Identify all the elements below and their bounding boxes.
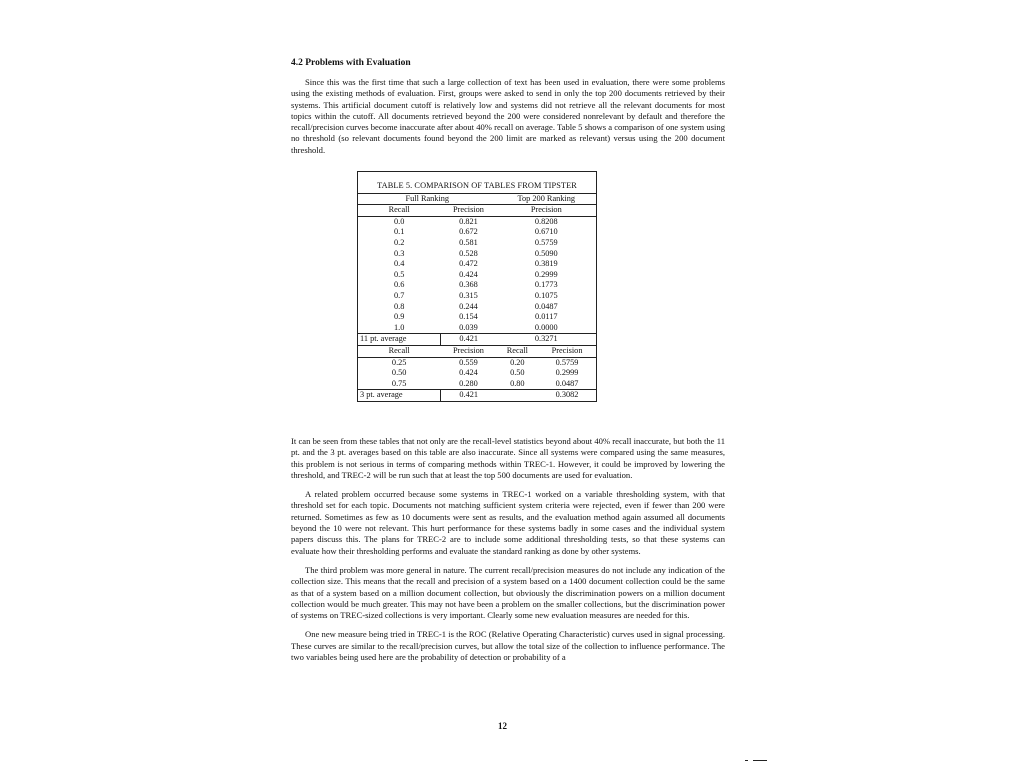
cell: 0.5 <box>394 269 405 279</box>
cell: 0.5090 <box>534 248 558 258</box>
col-header-precision-full: Precision <box>440 205 496 217</box>
table-row <box>358 302 597 313</box>
cell: 0.4 <box>394 259 405 269</box>
paragraph-table-discussion: It can be seen from these tables that not only are the recall-level statistics beyond about 40% recall inaccurate, but both the 11 pt. and the 3 pt. averages based on this table are also inaccurate. Since all systems were compared using the same measures, this problem is not serious in terms of comparing methods within TREC-1. However, it could be improved by lowering the threshold, and TREC-2 will be run such that at least the top 500 documents are used for evaluation. <box>291 436 725 480</box>
paragraph-intro: Since this was the first time that such a large collection of text has been used in evaluation, there were some problems using the existing methods of evaluation. First, groups were asked to send in only the top 200 documents retrieved by their systems. This artificial document cutoff is relatively low and systems did not retrieve all the relevant documents for most topics within the cutoff. All documents retrieved beyond the 200 were considered nonrelevant by default and therefore the recall/precision curves become inaccurate after about 40% recall on average. Table 5 shows a comparison of one system using no threshold (so relevant documents found beyond the 200 limit are marked as relevant) versus using the 200 document threshold. <box>291 77 725 155</box>
cell: 0.039 <box>459 322 478 332</box>
cell: 0.368 <box>459 280 478 290</box>
col-header-recall: Recall <box>358 205 441 217</box>
table-row <box>358 238 597 249</box>
cell: 0.7 <box>394 290 405 300</box>
cell: 0.581 <box>459 237 478 247</box>
cell: 0.20 <box>510 357 525 367</box>
column-header-row-2 <box>358 345 597 357</box>
page-number: 12 <box>498 721 507 731</box>
avg3-empty <box>497 390 539 402</box>
table-row <box>358 379 597 390</box>
avg3-full: 0.421 <box>440 390 496 402</box>
cell: 0.2 <box>394 237 405 247</box>
table-row <box>358 249 597 260</box>
cell: 0.280 <box>459 378 478 388</box>
cell: 0.50 <box>391 368 407 378</box>
table-row <box>358 323 597 334</box>
cell: 0.424 <box>459 368 478 378</box>
table-row <box>358 291 597 302</box>
table-row <box>358 368 597 379</box>
avg11-full: 0.421 <box>440 334 496 346</box>
cell: 0.6710 <box>534 227 558 237</box>
cell: 0.528 <box>459 248 478 258</box>
paragraph-roc: One new measure being tried in TREC-1 is the ROC (Relative Operating Characteristic) curves used in signal processing. These curves are similar to the recall/precision curves, but allow the total size of the collection to influence performance. The two variables being used here are the probability of detection or probability of a <box>291 629 725 663</box>
cell: 0.0487 <box>534 301 558 311</box>
cell: 0.154 <box>459 312 478 322</box>
document-page-continued <box>291 436 725 671</box>
cell: 0.2999 <box>534 269 558 279</box>
cell: 0.75 <box>391 378 407 388</box>
cell: 0.821 <box>459 216 478 226</box>
cell: 0.25 <box>391 357 407 367</box>
cell: 0.8208 <box>534 216 558 226</box>
cell: 0.5759 <box>534 237 558 247</box>
avg11-top200: 0.3271 <box>497 334 597 346</box>
section-heading: 4.2 Problems with Evaluation <box>291 58 411 68</box>
scan-mark <box>745 760 775 762</box>
avg3-label: 3 pt. average <box>358 390 441 402</box>
avg11-row <box>358 334 597 346</box>
table-caption: TABLE 5. COMPARISON OF TABLES FROM TIPSTER <box>358 172 597 194</box>
col2-header-precision: Precision <box>440 345 496 357</box>
table-row <box>358 312 597 323</box>
cell: 0.50 <box>510 368 525 378</box>
cell: 0.6 <box>394 280 405 290</box>
table-row <box>358 280 597 291</box>
paragraph-thresholding: A related problem occurred because some systems in TREC-1 worked on a variable thresholding system, with that threshold set for each topic. Documents not matching sufficient system criteria were rejected, even if fewer than 200 were returned. Sometimes as few as 10 documents were sent as results, and the evaluation method again assumed all documents beyond the 10 were not relevant. This hurt performance for these systems badly in some cases and the individual system papers discuss this. The plans for TREC-2 are to include some additional thresholding tests, so that these systems can evaluate how their thresholding performs and evaluate the standard ranking as done by other systems. <box>291 489 725 556</box>
cell: 0.80 <box>510 378 525 388</box>
table-row <box>358 259 597 270</box>
cell: 0.672 <box>459 227 478 237</box>
table-row <box>358 357 597 368</box>
col-header-precision-top200: Precision <box>497 205 597 217</box>
col2-header-recall: Recall <box>358 345 441 357</box>
cell: 0.3 <box>394 248 405 258</box>
col2-header-recall-top200: Recall <box>497 345 539 357</box>
cell: 0.315 <box>459 290 478 300</box>
table-caption-row <box>358 172 597 194</box>
group-header-row <box>358 193 597 205</box>
group-header-full: Full Ranking <box>358 193 497 205</box>
avg3-top200: 0.3082 <box>538 390 596 402</box>
cell: 0.1075 <box>534 290 558 300</box>
cell: 0.1 <box>394 227 405 237</box>
table-row <box>358 227 597 238</box>
cell: 0.244 <box>459 301 478 311</box>
group-header-top200: Top 200 Ranking <box>497 193 597 205</box>
cell: 0.0117 <box>535 312 558 322</box>
cell: 0.3819 <box>534 259 558 269</box>
cell: 0.0487 <box>555 378 579 388</box>
cell: 0.9 <box>394 312 405 322</box>
cell: 1.0 <box>394 322 405 332</box>
cell: 0.559 <box>459 357 478 367</box>
table-row <box>358 270 597 281</box>
cell: 0.0000 <box>534 322 558 332</box>
col2-header-precision-top200: Precision <box>538 345 596 357</box>
cell: 0.0 <box>394 216 405 226</box>
table-row <box>358 216 597 227</box>
cell: 0.8 <box>394 301 405 311</box>
avg11-label: 11 pt. average <box>358 334 441 346</box>
table-5 <box>357 171 597 402</box>
comparison-table <box>357 171 597 402</box>
column-header-row <box>358 205 597 217</box>
document-page <box>291 58 725 164</box>
cell: 0.1773 <box>534 280 558 290</box>
cell: 0.2999 <box>555 368 579 378</box>
cell: 0.472 <box>459 259 478 269</box>
cell: 0.5759 <box>555 357 579 367</box>
avg3-row <box>358 390 597 402</box>
cell: 0.424 <box>459 269 478 279</box>
paragraph-third-problem: The third problem was more general in nature. The current recall/precision measures do not include any indication of the collection size. This means that the recall and precision of a system based on a 1400 document collection could be the same as that of a system based on a million document collection, but obviously the discrimination powers on a million document collection would be much greater. This may not have been a problem on the smaller collections, but the discrimination power of systems on TREC-sized collections is very important. Clearly some new evaluation measures are needed for this. <box>291 564 725 621</box>
